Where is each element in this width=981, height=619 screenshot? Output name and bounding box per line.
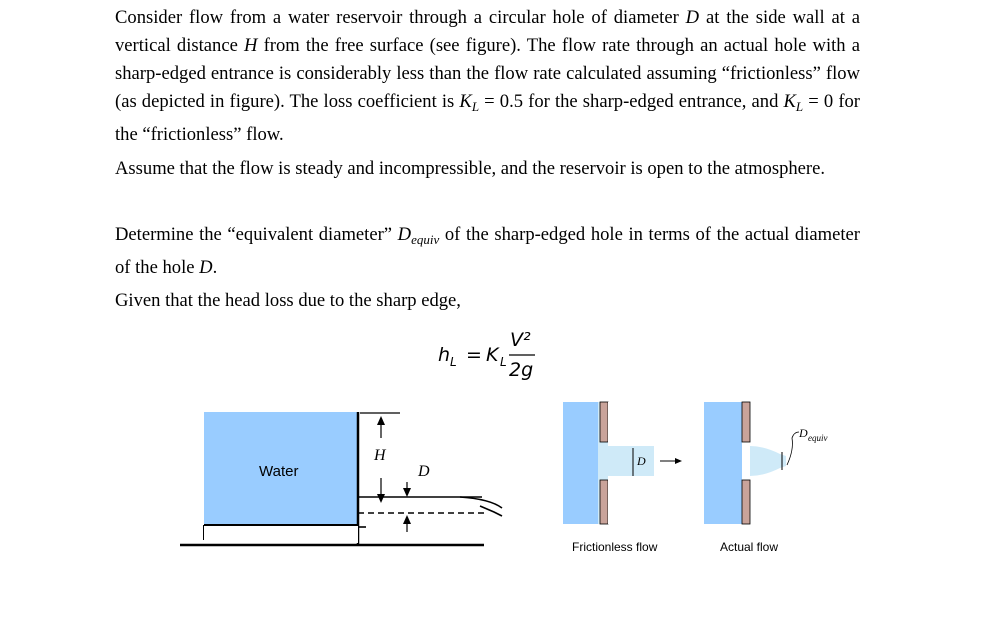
eq-lhs-sub: L: [450, 355, 457, 369]
d-label: D: [418, 463, 430, 480]
eq-coef-sub: L: [500, 355, 507, 369]
text-run: at the side wall at a vertical distance: [115, 7, 860, 56]
text-run: Given that the head loss due to the sharp edge,: [115, 290, 461, 311]
actual-wall-bottom: [742, 480, 750, 524]
eq-coef: K: [486, 344, 499, 366]
text-run: from the free surface (see figure). The flow rate through an actual hole with a sharp-edged entrance is considerably less than the flow rate calculated assuming “frictionless” flow (as depicted in figure). The loss coefficient is: [115, 35, 860, 112]
var-K-subscript: L: [795, 99, 804, 114]
frictionless-wall-top: [600, 402, 608, 442]
h-arrowhead-top: [377, 416, 385, 425]
frictionless-flow-diagram: [563, 402, 682, 554]
eq-numerator: V²: [510, 329, 531, 351]
text-run: = 0.5 for the sharp-edged entrance, and: [479, 91, 784, 112]
eq-denominator: 2g: [509, 359, 534, 381]
eq-equals: =: [466, 344, 482, 366]
eq-lhs: h: [438, 344, 451, 366]
text-run: of the sharp-edged hole in terms of the actual diameter of the hole: [115, 224, 860, 278]
actual-flow-diagram: [704, 402, 828, 554]
actual-vena-contracta: [750, 446, 786, 476]
frictionless-air-top: [608, 402, 654, 446]
var-D: D: [397, 224, 412, 245]
var-K: K: [783, 91, 796, 112]
actual-leader: [787, 432, 799, 465]
d-arrowhead-bottom: [403, 515, 411, 524]
text-run: .: [212, 257, 218, 278]
var-D: D: [685, 7, 700, 28]
actual-caption: Actual flow: [720, 540, 779, 554]
frictionless-wall-bottom: [600, 480, 608, 524]
actual-wall-top: [742, 402, 750, 442]
h-arrowhead-bottom: [377, 494, 385, 503]
text-run: Assume that the flow is steady and incompressible, and the reservoir is open to the atmosphere.: [115, 158, 826, 179]
actual-reservoir: [704, 402, 742, 524]
var-K-subscript: L: [471, 99, 480, 114]
dequiv-sub: equiv: [808, 433, 828, 443]
d-arrowhead-top: [403, 488, 411, 497]
frictionless-caption: Frictionless flow: [572, 540, 658, 554]
var-K: K: [459, 91, 472, 112]
dequiv-label: D: [799, 426, 808, 440]
h-label: H: [374, 447, 386, 464]
var-D: D: [199, 257, 213, 278]
text-run: Determine the “equivalent diameter”: [115, 224, 398, 245]
reservoir-base: [204, 525, 358, 543]
jet-bottom: [480, 506, 502, 516]
water-label: Water: [259, 463, 299, 480]
var-H: H: [243, 35, 258, 56]
text-run: Consider flow from a water reservoir through a circular hole of diameter: [115, 7, 686, 28]
frictionless-reservoir: [563, 402, 598, 524]
reservoir-diagram: [180, 412, 502, 545]
text-run: = 0 for the “frictionless” flow.: [115, 91, 860, 145]
frictionless-arrowhead: [675, 458, 682, 464]
frictionless-air-bottom: [608, 476, 654, 524]
var-D-subscript: equiv: [411, 232, 440, 247]
frictionless-d-label: D: [637, 454, 646, 468]
